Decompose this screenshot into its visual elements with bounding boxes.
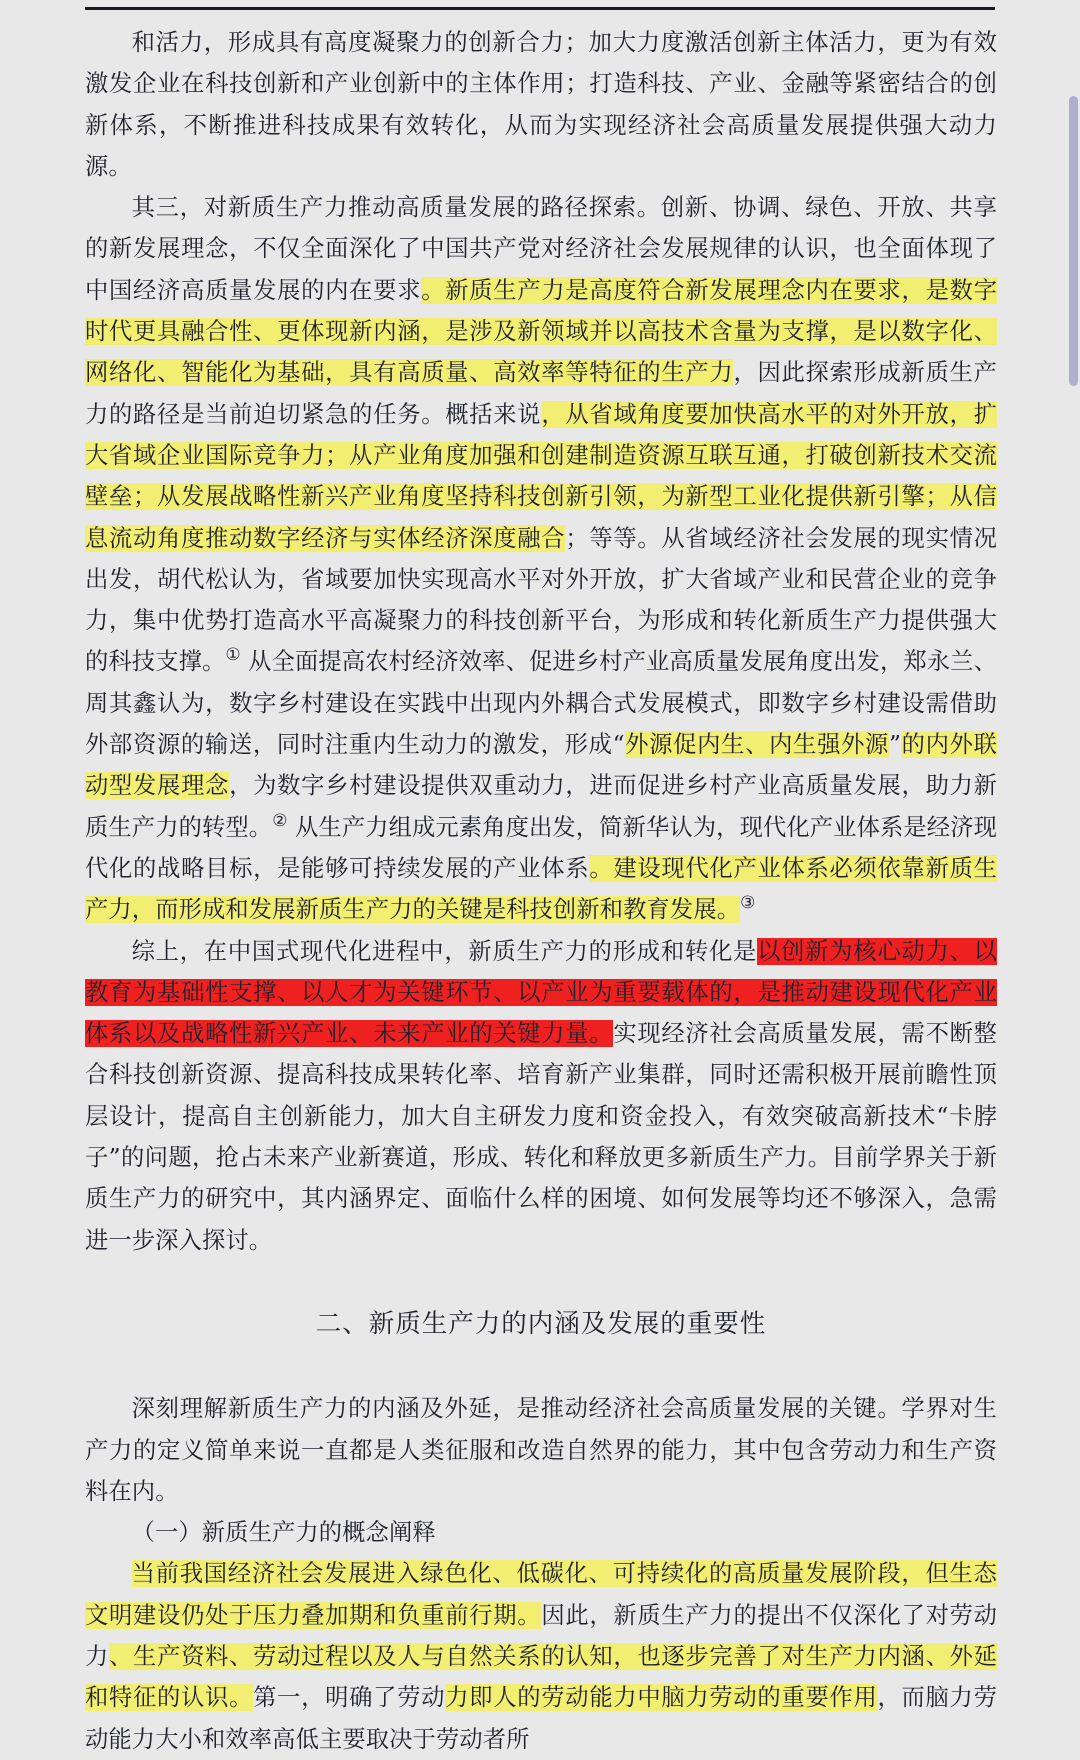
body-text: 其三，对新质生产力推动高质量发展的路径探索。创新、协调、绿色、开放、共享的新发展理念，不仅全面深化了中国共产党对经济社会发展规律的认识，也全面体现了中国经济高质量发展的内在要求	[85, 194, 997, 304]
highlighted-text-yellow: 力即人的劳动能力中脑力劳动的重要作用	[445, 1684, 878, 1712]
paragraph-5	[85, 1553, 997, 1759]
scrollbar-track[interactable]	[1066, 0, 1080, 1230]
body-text: ，而脑力劳动能力大小和效率高低主要取决于劳动者所	[85, 1684, 997, 1753]
body-text: ；等等。从省域经济社会发展的现实情况出发，胡代松认为，省域要加快实现高水平对外开放，扩大省域产业和民营企业的竞争力，集中优势打造高水平高凝聚力的科技创新平台，为形成和转化新质生产力提供强大的科技支撑。	[85, 524, 997, 676]
body-text: 和活力，形成具有高度凝聚力的创新合力；加大力度激活创新主体活力，更为有效激发企业在科技创新和产业创新中的主体作用；打造科技、产业、金融等紧密结合的创新体系，不断推进科技成果有效转化，从而为实现经济社会高质量发展提供强大动力源。	[85, 29, 997, 180]
footnote-marker: ③	[740, 893, 756, 914]
highlighted-text-yellow: 的内外联动型发展理念	[85, 731, 997, 800]
body-text: 实现经济社会高质量发展，需不断整合科技创新资源、提高科技成果转化率、培育新产业集群，同时还需积极开展前瞻性顶层设计，提高自主创新能力，加大自主研发力度和资金投入，有效突破高新技术“卡脖子”的问题，抢占未来产业新赛道，形成、转化和释放更多新质生产力。目前学界关于新质生产力的研究中，其内涵界定、面临什么样的困境、如何发展等均还不够深入，急需进一步深入探讨。	[85, 1020, 997, 1254]
paragraph-3	[85, 931, 997, 1261]
highlighted-text-yellow: 、生产资料、劳动过程以及人与自然关系的认知，也逐步完善了对生产力内涵、外延和特征的认识。	[85, 1642, 998, 1712]
highlighted-text-red: 以创新为核心动力、以教育为基础性支撑、以人才为关键环节、以产业为重要载体的，是推动建设现代化产业体系以及战略性新兴产业、未来产业的关键力量。	[85, 937, 997, 1048]
body-text: 从全面提高农村经济效率、促进乡村产业高质量发展角度出发，郑永兰、周其鑫认为，数字乡村建设在实践中出现内外耦合式发展模式，即数字乡村建设需借助外部资源的输送，同时注重内生动力的激发，形成“	[85, 648, 997, 759]
highlighted-text-yellow: 。新质生产力是高度符合新发展理念内在要求，是数字时代更具融合性、更体现新内涵，是涉及新领域并以高技术含量为支撑，是以数字化、网络化、智能化为基础，具有高质量、高效率等特征的生产力	[85, 276, 997, 387]
body-text: ，因此探索形成新质生产力的路径是当前迫切紧急的任务。概括来说	[85, 359, 997, 428]
header-rule	[85, 7, 995, 10]
subsection-heading: （一）新质生产力的概念阐释	[131, 1519, 436, 1547]
body-text: 因此，新质生产力的提出不仅深化了对劳动力	[85, 1601, 997, 1670]
paragraph-1	[85, 22, 997, 187]
paragraph-4	[85, 1388, 997, 1512]
body-text: 从生产力组成元素角度出发，简新华认为，现代化产业体系是经济现代化的战略目标，是能够可持续发展的产业体系	[85, 813, 997, 882]
body-text: ”	[889, 731, 902, 759]
highlighted-text-yellow: 。建设现代化产业体系必须依靠新质生产力，而形成和发展新质生产力的关键是科技创新和教育发展。	[85, 854, 997, 924]
document-content	[85, 22, 997, 1760]
footnote-marker: ①	[225, 645, 241, 666]
body-text: 第一，明确了劳动	[253, 1684, 446, 1712]
highlighted-text-yellow: 外源促内生、内生强外源	[624, 731, 890, 759]
paragraph-2	[85, 187, 997, 930]
scrollbar-thumb[interactable]	[1069, 96, 1078, 386]
section-heading: 二、新质生产力的内涵及发展的重要性	[315, 1308, 767, 1339]
spacer-after-heading	[85, 1345, 997, 1388]
highlighted-text-yellow: 当前我国经济社会发展进入绿色化、低碳化、可持续化的高质量发展阶段，但生态文明建设仍处于压力叠加期和负重前行期。	[85, 1560, 997, 1629]
body-text: ，为数字乡村建设提供双重动力，进而促进乡村产业高质量发展，助力新质生产力的转型。	[85, 772, 997, 841]
body-text: 综上，在中国式现代化进程中，新质生产力的形成和转化是	[131, 937, 758, 965]
footnote-marker: ②	[272, 810, 288, 831]
body-text: 深刻理解新质生产力的内涵及外延，是推动经济社会高质量发展的关键。学界对生产力的定义简单来说一直都是人类征服和改造自然界的能力，其中包含劳动力和生产资料在内。	[85, 1395, 997, 1505]
highlighted-text-yellow: ，从省域角度要加快高水平的对外开放，扩大省域企业国际竞争力；从产业角度加强和创建制造资源互联互通，打破创新技术交流壁垒；从发展战略性新兴产业角度坚持科技创新引领，为新型工业化提供新引擎；从信息流动角度推动数字经济与实体经济深度融合	[85, 400, 997, 552]
spacer-before-heading	[85, 1261, 997, 1304]
